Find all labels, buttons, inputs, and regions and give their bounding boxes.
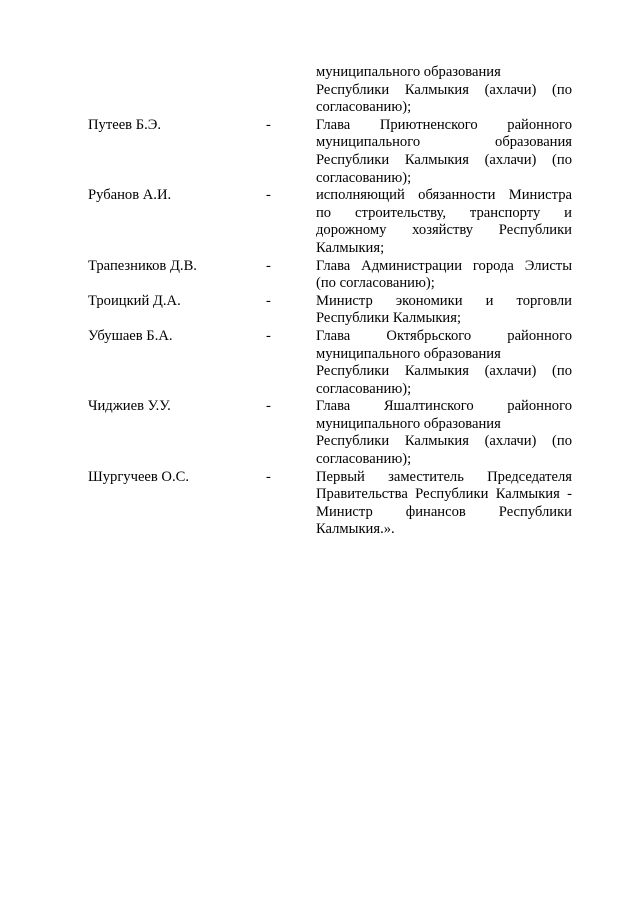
position-line: муниципального образования	[316, 134, 572, 151]
position-line: Республики Калмыкия (ахлачи) (по	[316, 433, 572, 450]
position-line: Глава Октябрьского районного	[316, 327, 572, 344]
member-name: Чиджиев У.У.	[88, 398, 171, 415]
member-position	[316, 258, 572, 293]
position-line: Правительства Республики Калмыкия -	[316, 486, 572, 503]
member-position	[316, 64, 572, 117]
list-item	[0, 258, 640, 293]
member-name: Шургучеев О.С.	[88, 468, 190, 485]
list-item	[0, 117, 640, 187]
position-line: Калмыкия;	[316, 239, 385, 256]
member-position	[316, 117, 572, 187]
position-line: исполняющий обязанности Министра	[316, 187, 572, 204]
position-line: Республики Калмыкия (ахлачи) (по	[316, 81, 572, 98]
position-line: согласованию);	[316, 99, 412, 116]
dash-separator: -	[266, 468, 271, 485]
member-list	[0, 64, 640, 539]
position-line: по строительству, транспорту и	[316, 204, 572, 221]
position-line: Республики Калмыкия;	[316, 310, 461, 327]
position-line: дорожному хозяйству Республики	[316, 222, 572, 239]
position-line: Глава Администрации города Элисты	[316, 257, 572, 274]
dash-separator: -	[266, 327, 271, 344]
member-name: Убушаев Б.А.	[88, 327, 173, 344]
member-position	[316, 469, 572, 539]
list-item	[0, 328, 640, 398]
position-line: (по согласованию);	[316, 275, 435, 292]
list-item	[0, 293, 640, 328]
list-item	[0, 187, 640, 257]
member-name: Трапезников Д.В.	[88, 257, 197, 274]
member-name: Троицкий Д.А.	[88, 292, 181, 309]
dash-separator: -	[266, 398, 271, 415]
position-line: Глава Приютненского районного	[316, 116, 572, 133]
position-line: согласованию);	[316, 380, 412, 397]
member-position	[316, 398, 572, 468]
position-line: муниципального образования	[316, 64, 501, 80]
dash-separator: -	[266, 116, 271, 133]
position-line: Глава Яшалтинского районного	[316, 398, 572, 415]
position-line: согласованию);	[316, 169, 412, 186]
position-line: Республики Калмыкия (ахлачи) (по	[316, 151, 572, 168]
position-line: муниципального образования	[316, 345, 501, 362]
dash-separator: -	[266, 187, 271, 204]
position-line: согласованию);	[316, 451, 412, 468]
list-item	[0, 64, 640, 117]
position-line: муниципального образования	[316, 415, 501, 432]
member-position	[316, 328, 572, 398]
member-name: Рубанов А.И.	[88, 187, 172, 204]
member-position	[316, 187, 572, 257]
dash-separator: -	[266, 257, 271, 274]
dash-separator: -	[266, 292, 271, 309]
position-line: Республики Калмыкия (ахлачи) (по	[316, 363, 572, 380]
position-line: Первый заместитель Председателя	[316, 468, 572, 485]
position-line: Калмыкия.».	[316, 521, 395, 538]
position-line: Министр финансов Республики	[316, 503, 572, 520]
member-position	[316, 293, 572, 328]
member-name: Путеев Б.Э.	[88, 116, 162, 133]
list-item	[0, 469, 640, 539]
position-line: Министр экономики и торговли	[316, 292, 572, 309]
list-item	[0, 398, 640, 468]
